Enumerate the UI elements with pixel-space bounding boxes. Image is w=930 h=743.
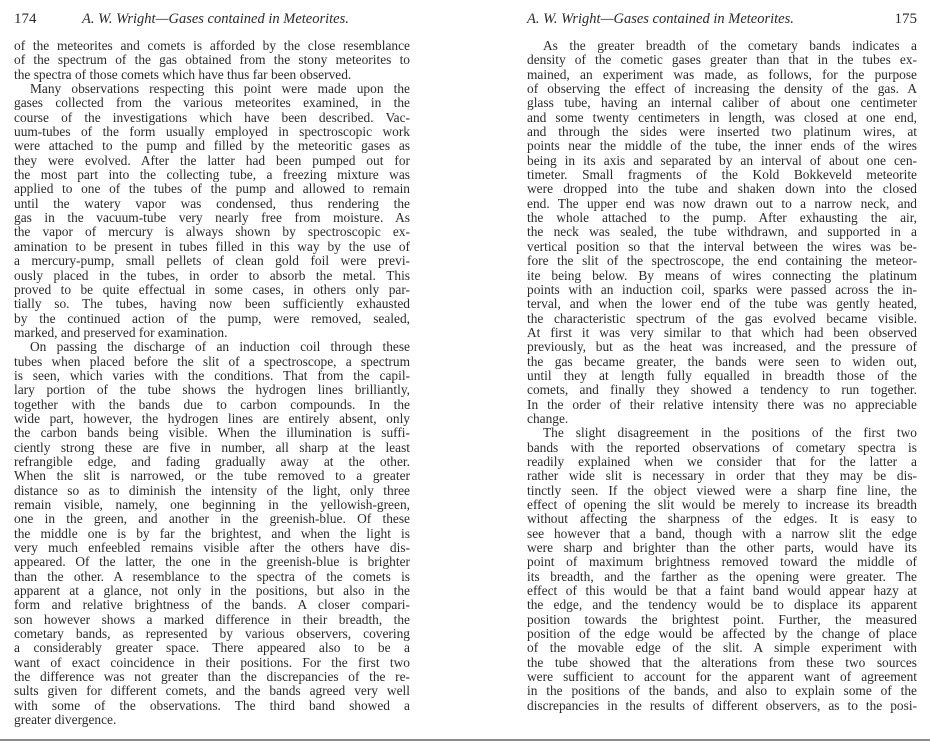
text-line: When the slit is narrowed, or the tube removed to a greater — [14, 468, 410, 484]
text-line: of the spectrum of the gas obtained from the stony meteorites to — [14, 52, 410, 68]
text-line: gas in the vacuum-tube very nearly free from moisture. As — [14, 210, 410, 226]
text-line: of the movable edge of the slit. A simple experiment with — [527, 640, 917, 656]
text-line: the gas became greater, the bands were seen to widen out, — [527, 353, 917, 369]
text-line: the edge, and the tendency would be to displace its apparent — [527, 597, 917, 613]
text-line: and some twenty centimeters in length, was closed at one end, — [527, 109, 917, 125]
text-line: appeared. Of the latter, the one in the greenish-blue is brighter — [14, 554, 410, 570]
text-line: the carbon bands being visible. When the illumination is suffi- — [14, 425, 410, 441]
text-line: The slight disagreement in the positions of the first two — [543, 425, 917, 441]
text-line: the characteristic spectrum of the gas evolved became visible. — [527, 310, 917, 326]
text-line: the spectra of those comets which have thus far been observed. — [14, 66, 352, 82]
text-line: mained, an experiment was made, as follows, for the purpose — [527, 66, 917, 82]
text-line: timeter. Small fragments of the Kold Bokkeveld meteorite — [527, 167, 917, 183]
text-line: effect of this would be that a faint band would appear hazy at — [527, 583, 917, 599]
text-line: readily explained when we consider that for the latter a — [527, 453, 917, 469]
text-line: they were evolved. After the latter had been pumped out for — [14, 152, 410, 168]
text-line: tubes when placed before the slit of a spectroscope, a spectrum — [14, 353, 410, 369]
text-line: is seen, which varies with the conditions. That from the capil- — [14, 367, 410, 383]
text-line: bands with the reported observations of cometary spectra is — [527, 439, 917, 455]
text-line: until they at length fully equalled in breadth those of the — [527, 367, 917, 383]
text-line: of observing the effect of increasing the density of the gas. A — [527, 81, 917, 97]
text-line: density of the cometic gases greater than that in the tubes ex- — [527, 52, 917, 68]
text-line: without affecting the sharpness of the edges. It is easy to — [527, 511, 917, 527]
text-line: remain visible, namely, one beginning in the yellowish-green, — [14, 497, 410, 512]
text-line: terval, and when the lower end of the tube was gently heated, — [527, 296, 917, 312]
text-line: ciently strong these are five in number, all sharp at the least — [14, 439, 410, 455]
text-line: being in its axis and separated by an interval of about one cen- — [527, 152, 917, 168]
text-line: in the positions of the bands, and also to explain some of the — [527, 683, 917, 699]
text-line: were dropped into the tube and shaken down into the closed — [527, 181, 917, 197]
right-page-header — [527, 11, 917, 29]
text-line: tinctly seen. If the object viewed were a sharp fine line, the — [527, 482, 917, 498]
running-title: A. W. Wright—Gases contained in Meteorites. — [527, 11, 794, 27]
left-page-header — [14, 11, 410, 29]
text-line: very much enfeebled remains visible after the others have dis- — [14, 540, 410, 556]
bottom-rule — [0, 739, 930, 741]
text-line: As the greater breadth of the cometary bands indicates a — [543, 38, 917, 53]
text-line: change. — [527, 410, 569, 426]
text-line: previously, but as the heat was increased, and the pressure of — [527, 339, 917, 355]
text-line: proved to be quite effectual in some cases, in others only par- — [14, 281, 410, 297]
text-line: At first it was very similar to that which had been observed — [527, 324, 917, 340]
text-line: Many observations respecting this point were made upon the — [30, 81, 410, 97]
text-line: gases collected from the various meteorites examined, in the — [14, 95, 410, 111]
text-line: form and relative brightness of the bands. A closer compari- — [14, 597, 410, 613]
text-line: apparent at a glance, not only in the positions, but also in the — [14, 583, 410, 599]
page-number: 174 — [14, 11, 37, 27]
page-number: 175 — [894, 11, 917, 27]
text-line: were sufficient to account for the apparent want of agreement — [527, 669, 917, 685]
text-line: refrangible edge, and fading gradually away at the other. — [14, 453, 410, 469]
text-line: sults given for different comets, and the bands agreed very well — [14, 683, 410, 699]
text-line: the whole attached to the pump. After exhausting the air, — [527, 210, 917, 226]
text-line: the tube showed that the alterations from these two sources — [527, 654, 917, 670]
text-line: were sharp and brighter than the other parts, would have its — [527, 540, 917, 556]
text-line: points with an induction coil, sparks were passed across the in- — [527, 281, 917, 297]
text-line: end. The upper end was now drawn out to a narrow neck, and — [527, 195, 917, 211]
text-line: son however shows a marked difference in their breadth, the — [14, 611, 410, 627]
text-line: fore the slit of the spectroscope, the end containing the meteor- — [527, 253, 917, 269]
text-line: by the continued action of the pump, were removed, sealed, — [14, 310, 410, 326]
text-line: a mercury-pump, small pellets of clean gold foil were previ- — [14, 253, 410, 269]
text-line: In the order of their relative intensity there was no appreciable — [527, 396, 917, 412]
running-title: A. W. Wright—Gases contained in Meteorites. — [82, 11, 349, 27]
text-line: the vapor of mercury is always shown by spectroscopic ex- — [14, 224, 410, 240]
text-line: points near the middle of the tube, the inner ends of the wires — [527, 138, 917, 154]
text-line: point of maximum brightness removed toward the middle of — [527, 554, 917, 570]
text-line: comets, and finally they showed a tendency to run together. — [527, 382, 917, 398]
text-line: cometary bands, as represented by various observers, covering — [14, 626, 410, 642]
text-line: uum-tubes of the form usually employed in spectroscopic work — [14, 124, 410, 140]
text-line: rather wide slit is necessary in order that they may be dis- — [527, 468, 917, 484]
text-line: On passing the discharge of an induction coil through these — [30, 339, 410, 355]
text-line: marked, and preserved for examination. — [14, 324, 228, 340]
text-line: the neck was sealed, the tube withdrawn, and supported in a — [527, 224, 917, 240]
text-line: than the other. A resemblance to the spectra of the comets is — [14, 568, 410, 584]
left-page-body — [14, 39, 410, 728]
text-line: until the watery vapor was condensed, thus rendering the — [14, 195, 410, 211]
text-line: see however that a band, though with a narrow slit the edge — [527, 525, 917, 541]
text-line: wide part, however, the hydrogen lines are entirely absent, only — [14, 410, 410, 426]
text-line: its breadth, and the farther as the opening were greater. The — [527, 568, 917, 584]
text-line: the difference was not greater than the discrepancies of the re- — [14, 669, 410, 685]
text-line: amination to be present in tubes filled in this way by the use of — [14, 238, 410, 254]
text-line: the middle one is by far the brightest, and when the light is — [14, 525, 410, 541]
text-line: of the meteorites and comets is afforded by the close resemblance — [14, 38, 410, 53]
text-line: together with the bands due to carbon compounds. In the — [14, 396, 410, 412]
text-line: and through the sides were inserted two platinum wires, at — [527, 124, 917, 140]
text-line: ite being below. By means of wires connecting the platinum — [527, 267, 917, 283]
text-line: greater divergence. — [14, 712, 117, 728]
text-line: position of the edge would be affected by the change of place — [527, 626, 917, 642]
text-line: applied to one of the tubes of the pump and allowed to remain — [14, 181, 410, 197]
text-line: discrepancies in the results of different observers, as to the posi- — [527, 697, 917, 713]
text-line: vertical position so that the interval between the wires was be- — [527, 238, 917, 254]
text-line: tially so. The tubes, having now been sufficiently exhausted — [14, 296, 410, 312]
text-line: the most part into the collecting tube, a freezing mixture was — [14, 167, 410, 183]
text-line: effect of opening the slit would be merely to increase its breadth — [527, 497, 917, 512]
text-line: one in the green, and another in the greenish-blue. Of these — [14, 511, 410, 527]
text-line: course of the investigations which have been described. Vac- — [14, 109, 410, 125]
text-line: lary portion of the tube shows the hydrogen lines brilliantly, — [14, 382, 410, 398]
right-page-body — [527, 39, 917, 713]
text-line: position towards the brightest point. Further, the measured — [527, 611, 917, 627]
text-line: with some of the observations. The third band showed a — [14, 697, 410, 713]
text-line: distance so as to diminish the intensity of the light, only three — [14, 482, 410, 498]
text-line: ously placed in the tubes, in order to absorb the metal. This — [14, 267, 410, 283]
text-line: a considerably greater space. There appeared also to be a — [14, 640, 410, 656]
text-line: glass tube, having an internal caliber of about one centimeter — [527, 95, 917, 111]
text-line: were attached to the pump and filled by the meteoritic gases as — [14, 138, 410, 154]
text-line: want of exact coincidence in their positions. For the first two — [14, 654, 410, 670]
